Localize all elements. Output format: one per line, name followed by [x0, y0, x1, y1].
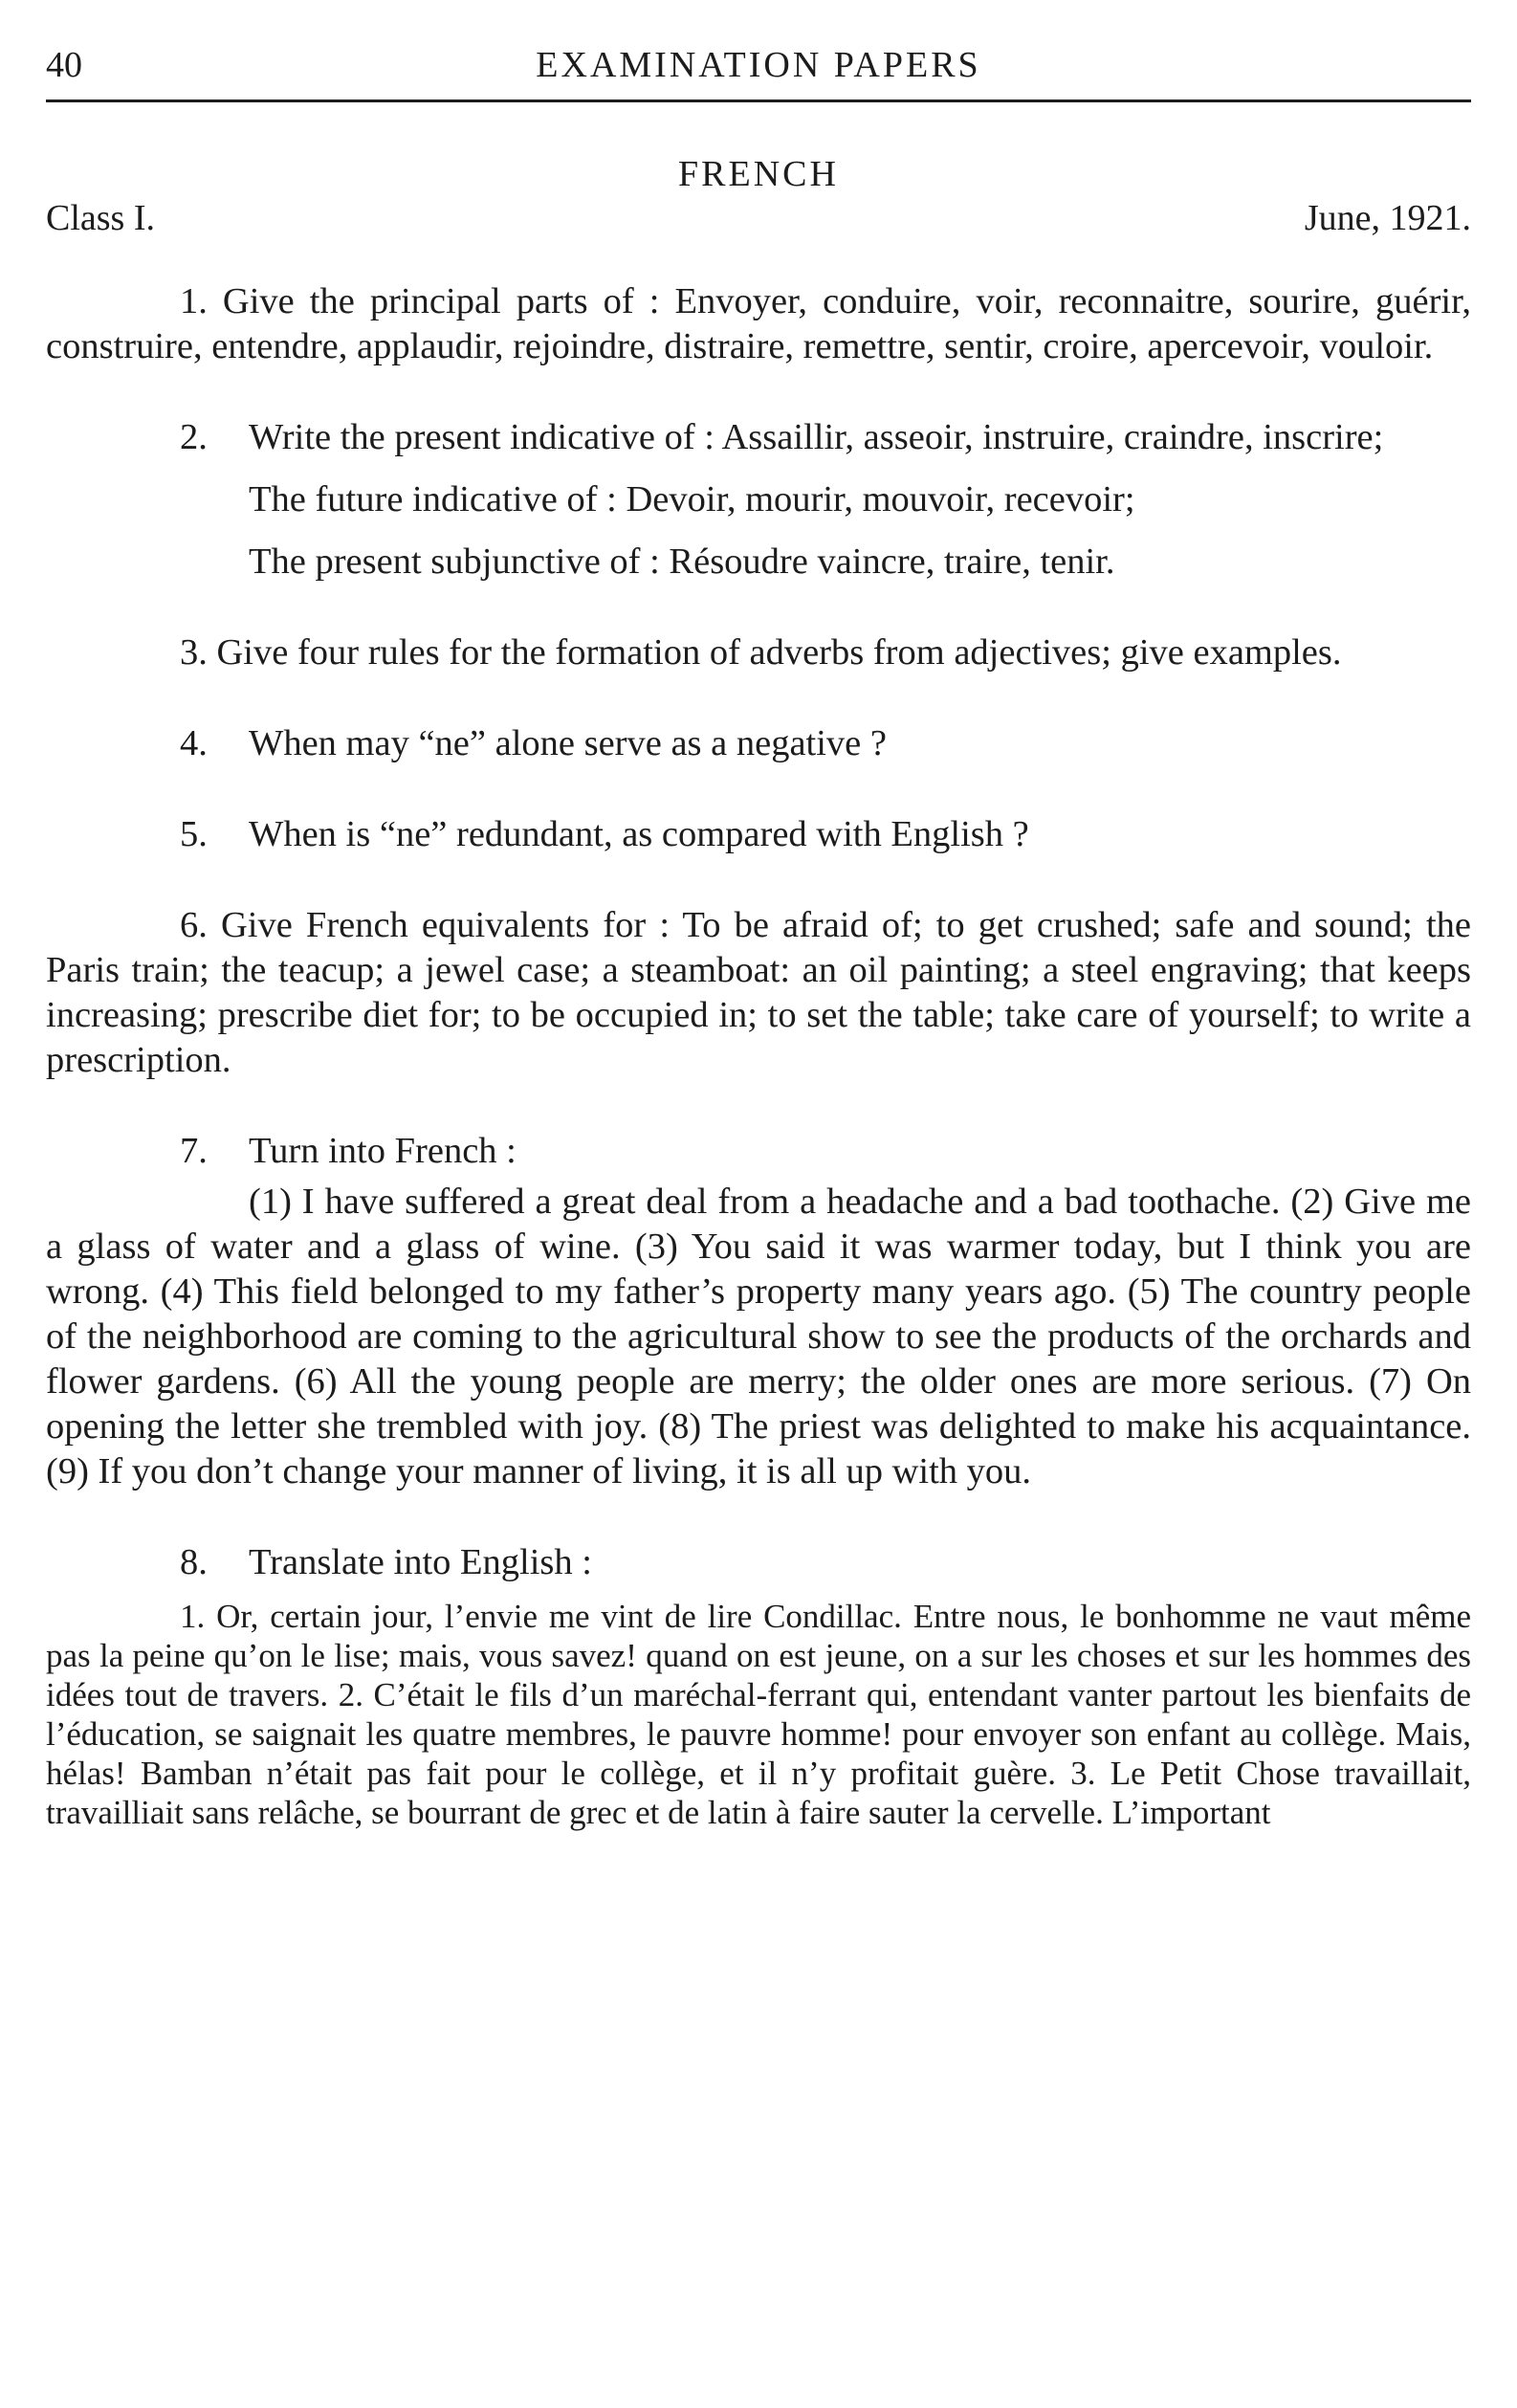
question-5: [46, 812, 1471, 857]
question-2-number: 2.: [180, 417, 208, 457]
question-2-part-c: The present subjunctive of : Résoudre vaincre, traire, tenir.: [249, 541, 1115, 582]
question-2-part-a: Write the present indicative of : Assaillir, asseoir, instruire, craindre, inscrire;: [249, 417, 1384, 457]
question-3: 3. Give four rules for the formation of adverbs from adjectives; give examples.: [180, 632, 1342, 673]
question-4-text: When may “ne” alone serve as a negative ?: [249, 723, 887, 763]
running-title: EXAMINATION PAPERS: [536, 45, 981, 85]
question-2-part-b: The future indicative of : Devoir, mourir, mouvoir, recevoir;: [249, 479, 1135, 519]
question-4-number: 4.: [180, 723, 208, 763]
question-7-text: Turn into French :: [249, 1131, 517, 1171]
question-8-number: 8.: [180, 1542, 208, 1582]
question-2: [46, 415, 1471, 460]
question-8-passage: [46, 1597, 1471, 1832]
question-7: [46, 1129, 1471, 1174]
question-5-text: When is “ne” redundant, as compared with English ?: [249, 814, 1029, 854]
question-4: [46, 721, 1471, 766]
question-8: [46, 1540, 1471, 1585]
page-number: 40: [46, 45, 82, 85]
question-1: 1. Give the principal parts of : Envoyer, conduire, voir, reconnaitre, sourire, guérir, construire, entendre, applaudir, rejoindre, distraire, remettre, sentir, croire, apercevoir, vouloir.: [46, 281, 1471, 366]
question-5-number: 5.: [180, 814, 208, 854]
question-6: 6. Give French equivalents for : To be afraid of; to get crushed; safe and sound; the Paris train; the teacup; a jewel case; a steamboat: an oil painting; a steel engraving; that keeps increasing; prescribe diet for; to be occupied in; to set the table; take care of yourself; to write a prescription.: [46, 905, 1471, 1080]
header-rule: [46, 99, 1471, 102]
page-header: [46, 44, 1471, 99]
exam-date: June, 1921.: [1304, 198, 1471, 238]
subject-heading: FRENCH: [678, 154, 839, 194]
class-label: Class I.: [46, 198, 155, 238]
question-7-number: 7.: [180, 1131, 208, 1171]
translation-passage-text: 1. Or, certain jour, l’envie me vint de lire Condillac. Entre nous, le bonhomme ne vaut même pas la peine qu’on le lise; mais, vous savez! quand on est jeune, on a sur les choses et sur les hommes des idées tout de travers. 2. C’était le fils d’un maréchal-ferrant qui, entendant vanter partout les bienfaits de l’éducation, se saignait les quatre membres, le pauvre homme! pour envoyer son enfant au collège. Mais, hélas! Bamban n’était pas fait pour le collège, et il n’y profitait guère. 3. Le Petit Chose travaillait, travailliait sans relâche, se bourrant de grec et de latin à faire sauter la cervelle. L’important: [46, 1598, 1471, 1831]
exam-questions: [46, 279, 1471, 1832]
question-8-text: Translate into English :: [249, 1542, 592, 1582]
question-7-passage: (1) I have suffered a great deal from a headache and a bad toothache. (2) Give me a glass of water and a glass of wine. (3) You said it was warmer today, but I think you are wrong. (4) This field belonged to my father’s property many years ago. (5) The country people of the neighborhood are coming to the agricultural show to see the products of the orchards and flower gardens. (6) All the young people are merry; the older ones are more serious. (7) On opening the letter she trembled with joy. (8) The priest was delighted to make his acquaintance. (9) If you don’t change your manner of living, it is all up with you.: [46, 1182, 1471, 1491]
